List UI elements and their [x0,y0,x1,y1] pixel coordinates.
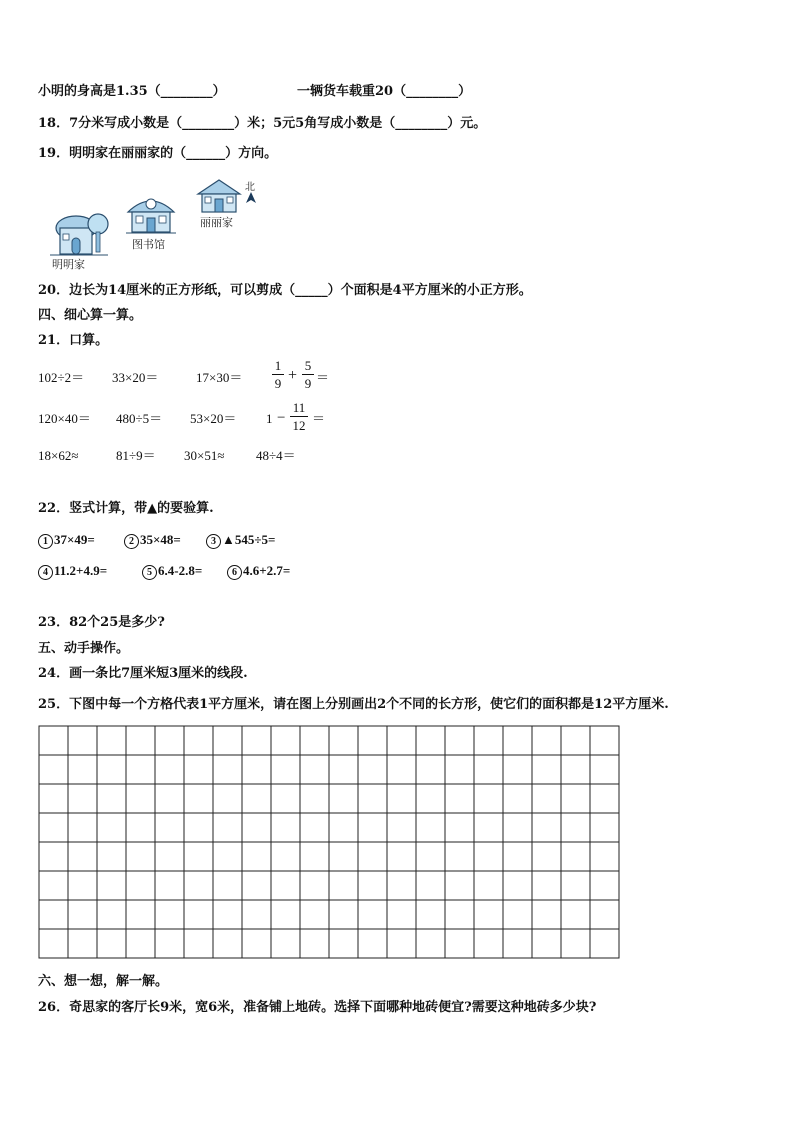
grid-cell[interactable] [97,726,126,755]
grid-cell[interactable] [242,842,271,871]
grid-cell[interactable] [271,871,300,900]
grid-cell[interactable] [184,813,213,842]
grid-cell[interactable] [416,755,445,784]
grid-cell[interactable] [155,726,184,755]
grid-cell[interactable] [126,784,155,813]
grid-cell[interactable] [532,784,561,813]
grid-cell[interactable] [358,755,387,784]
plus-sign: + [288,367,298,384]
grid-cell[interactable] [329,813,358,842]
grid-cell[interactable] [503,842,532,871]
grid-cell[interactable] [213,726,242,755]
grid-cell[interactable] [474,755,503,784]
grid-cell[interactable] [300,871,329,900]
grid-cell[interactable] [39,900,68,929]
grid-cell[interactable] [503,726,532,755]
grid-cell[interactable] [503,929,532,958]
vertical-item: 2 35×48= [124,532,181,549]
grid-cell[interactable] [213,813,242,842]
grid-cell[interactable] [97,755,126,784]
grid-cell[interactable] [97,929,126,958]
oral-item: 17×30＝ [196,370,243,385]
grid-cell[interactable] [271,784,300,813]
grid-cell[interactable] [532,813,561,842]
fraction-denominator: 9 [274,376,282,391]
grid-cell[interactable] [242,755,271,784]
grid-cell[interactable] [39,726,68,755]
grid-cell[interactable] [300,929,329,958]
grid-cell[interactable] [474,900,503,929]
grid-cell[interactable] [503,900,532,929]
grid-cell[interactable] [155,813,184,842]
grid-cell[interactable] [329,929,358,958]
question-25: 25．下图中每一个方格代表1平方厘米，请在图上分别画出2个不同的长方形，使它们的面积都是12平方厘米. [38,697,669,712]
grid-cell[interactable] [242,813,271,842]
grid-cell[interactable] [97,813,126,842]
question-19: 19．明明家在丽丽家的（______）方向。 [38,146,278,161]
fraction-numerator: 11 [292,400,306,415]
grid-cell[interactable] [474,842,503,871]
oral-item: 53×20＝ [190,411,237,426]
grid-cell[interactable] [126,929,155,958]
grid-cell[interactable] [329,784,358,813]
oral-item: 33×20＝ [112,370,159,385]
grid-cell[interactable] [561,871,590,900]
grid-cell[interactable] [126,726,155,755]
grid-cell[interactable] [561,755,590,784]
grid-cell[interactable] [590,842,619,871]
grid-cell[interactable] [300,755,329,784]
house-lili-label: 丽丽家 [200,216,233,229]
grid-cell[interactable] [329,755,358,784]
grid-cell[interactable] [445,871,474,900]
grid-cell[interactable] [184,726,213,755]
grid-cell[interactable] [68,726,97,755]
section-6-heading: 六、想一想，解一解。 [38,974,169,989]
grid-cell[interactable] [561,784,590,813]
grid-cell[interactable] [358,900,387,929]
question-21: 21．口算。 [38,333,109,348]
grid-cell[interactable] [155,929,184,958]
grid-cell[interactable] [532,755,561,784]
equals-sign: ＝ [312,411,326,426]
grid-cell[interactable] [39,842,68,871]
oral-item: 102÷2＝ [38,370,85,385]
section-4-heading: 四、细心算一算。 [38,308,143,323]
minus-sign: − [277,410,286,426]
truck-question: 一辆货车载重20（________） [297,84,472,99]
grid-cell[interactable] [532,871,561,900]
grid-cell[interactable] [503,784,532,813]
grid-cell[interactable] [213,929,242,958]
grid-cell[interactable] [242,929,271,958]
grid-cell[interactable] [445,842,474,871]
grid-cell[interactable] [590,726,619,755]
grid-cell[interactable] [271,755,300,784]
grid-cell[interactable] [416,900,445,929]
grid-cell[interactable] [300,726,329,755]
grid-cell[interactable] [155,784,184,813]
grid-cell[interactable] [242,871,271,900]
height-question: 小明的身高是1.35（________） [38,84,226,99]
grid-cell[interactable] [155,900,184,929]
grid-cell[interactable] [590,929,619,958]
grid-cell[interactable] [126,813,155,842]
grid-cell[interactable] [445,755,474,784]
house-lili-icon [196,178,242,214]
grid-cell[interactable] [532,726,561,755]
grid-cell[interactable] [387,755,416,784]
house-mingming-label: 明明家 [52,258,85,271]
grid-cell[interactable] [68,784,97,813]
grid-cell[interactable] [358,871,387,900]
grid-cell[interactable] [329,900,358,929]
grid-cell[interactable] [213,871,242,900]
grid-cell[interactable] [590,784,619,813]
grid-cell[interactable] [68,929,97,958]
grid-cell[interactable] [532,929,561,958]
grid-cell[interactable] [155,842,184,871]
grid-cell[interactable] [358,813,387,842]
grid-cell[interactable] [387,784,416,813]
vertical-item: 6 4.6+2.7= [227,563,290,580]
grid-cell[interactable] [387,842,416,871]
oral-item: 81÷9＝ [116,448,156,463]
vertical-item: 5 6.4-2.8= [142,563,202,580]
grid-cell[interactable] [416,813,445,842]
grid-cell[interactable] [271,900,300,929]
grid-cell[interactable] [503,755,532,784]
grid-cell[interactable] [271,842,300,871]
direction-map [40,176,280,272]
grid-cell[interactable] [68,900,97,929]
grid-cell[interactable] [126,900,155,929]
grid-cell[interactable] [39,929,68,958]
grid-cell[interactable] [39,755,68,784]
vertical-item: 4 11.2+4.9= [38,563,107,580]
grid-cell[interactable] [503,813,532,842]
oral-item: 18×62≈ [38,448,79,463]
grid-cell[interactable] [387,929,416,958]
grid-cell[interactable] [474,726,503,755]
grid-cell[interactable] [271,929,300,958]
grid-cell[interactable] [68,871,97,900]
grid-cell[interactable] [97,871,126,900]
equals-sign: ＝ [316,370,330,385]
grid-cell[interactable] [242,784,271,813]
grid-cell[interactable] [300,900,329,929]
grid-cell[interactable] [213,784,242,813]
grid-cell[interactable] [184,755,213,784]
grid-cell[interactable] [126,755,155,784]
item-number-badge: 4 [38,565,53,580]
grid-cell[interactable] [300,784,329,813]
grid-cell[interactable] [155,871,184,900]
fraction-one-ninth [272,358,284,391]
grid-cell[interactable] [271,726,300,755]
whole-number: 1 [266,411,273,426]
grid-cell[interactable] [387,726,416,755]
grid-cell[interactable] [300,813,329,842]
grid-cell[interactable] [300,842,329,871]
grid-cell[interactable] [242,900,271,929]
grid-cell[interactable] [474,813,503,842]
question-20: 20．边长为14厘米的正方形纸，可以剪成（_____）个面积是4平方厘米的小正方形。 [38,283,532,298]
grid-cell[interactable] [590,755,619,784]
grid-cell[interactable] [39,813,68,842]
item-number-badge: 2 [124,534,139,549]
question-18: 18．7分米写成小数是（________）米；5元5角写成小数是（________）元。 [38,116,487,131]
grid-cell[interactable] [561,726,590,755]
grid-cell[interactable] [184,784,213,813]
grid-cell[interactable] [68,813,97,842]
item-number-badge: 3 [206,534,221,549]
grid-cell[interactable] [242,726,271,755]
grid-cell[interactable] [271,813,300,842]
grid-cell[interactable] [358,784,387,813]
grid-cell[interactable] [184,871,213,900]
fraction-numerator: 1 [274,358,282,373]
item-number-badge: 6 [227,565,242,580]
fraction-five-ninths [302,358,314,391]
grid-cell[interactable] [184,900,213,929]
grid-cell[interactable] [445,784,474,813]
grid-cell[interactable] [532,842,561,871]
grid-cell[interactable] [39,784,68,813]
grid-cell[interactable] [474,871,503,900]
grid-cell[interactable] [561,813,590,842]
grid-cell[interactable] [590,813,619,842]
grid-cell[interactable] [561,842,590,871]
grid-cell[interactable] [387,900,416,929]
question-24: 24．画一条比7厘米短3厘米的线段. [38,666,248,681]
grid-cell[interactable] [126,871,155,900]
north-arrow-icon [245,192,257,204]
grid-cell[interactable] [416,726,445,755]
item-number-badge: 1 [38,534,53,549]
library-icon [124,190,178,236]
grid-cell[interactable] [213,900,242,929]
vertical-item: 3 ▲545÷5= [206,532,275,549]
grid-cell[interactable] [387,813,416,842]
fraction-eleven-twelfths [290,400,308,433]
library-label: 图书馆 [132,238,165,251]
fraction-denominator: 9 [304,376,312,391]
grid-cell[interactable] [68,842,97,871]
grid-cell[interactable] [184,929,213,958]
square-grid[interactable] [38,725,620,959]
oral-item: 120×40＝ [38,411,91,426]
grid-cell[interactable] [503,871,532,900]
grid-cell[interactable] [126,842,155,871]
grid-cell[interactable] [474,929,503,958]
vertical-item: 1 37×49= [38,532,95,549]
oral-item: 30×51≈ [184,448,225,463]
question-26: 26．奇思家的客厅长9米，宽6米，准备铺上地砖。选择下面哪种地砖便宜?需要这种地砖多少块? [38,1000,597,1015]
grid-cell[interactable] [416,842,445,871]
grid-cell[interactable] [97,784,126,813]
fraction-numerator: 5 [304,358,312,373]
grid-cell[interactable] [445,900,474,929]
grid-cell[interactable] [532,900,561,929]
grid-cell[interactable] [445,813,474,842]
grid-cell[interactable] [416,871,445,900]
question-23: 23．82个25是多少? [38,615,165,630]
grid-cell[interactable] [416,784,445,813]
house-mingming-icon [46,210,110,258]
grid-cell[interactable] [358,842,387,871]
grid-cell[interactable] [474,784,503,813]
grid-cell[interactable] [358,726,387,755]
grid-cell[interactable] [416,929,445,958]
grid-cell[interactable] [68,755,97,784]
grid-cell[interactable] [213,842,242,871]
grid-cell[interactable] [329,871,358,900]
grid-cell[interactable] [590,900,619,929]
grid-cell[interactable] [97,900,126,929]
grid-cell[interactable] [329,726,358,755]
grid-cell[interactable] [213,755,242,784]
question-22: 22．竖式计算，带▲的要验算. [38,501,214,516]
grid-cell[interactable] [445,726,474,755]
grid-cell[interactable] [39,871,68,900]
oral-item: 48÷4＝ [256,448,296,463]
grid-cell[interactable] [329,842,358,871]
section-5-heading: 五、动手操作。 [38,641,130,656]
grid-cell[interactable] [155,755,184,784]
grid-cell[interactable] [445,929,474,958]
fraction-denominator: 12 [292,418,306,433]
oral-item: 480÷5＝ [116,411,163,426]
grid-cell[interactable] [387,871,416,900]
item-number-badge: 5 [142,565,157,580]
grid-cell[interactable] [561,929,590,958]
grid-cell[interactable] [184,842,213,871]
grid-cell[interactable] [561,900,590,929]
north-label: 北 [245,182,255,193]
grid-cell[interactable] [590,871,619,900]
grid-cell[interactable] [97,842,126,871]
grid-cell[interactable] [358,929,387,958]
